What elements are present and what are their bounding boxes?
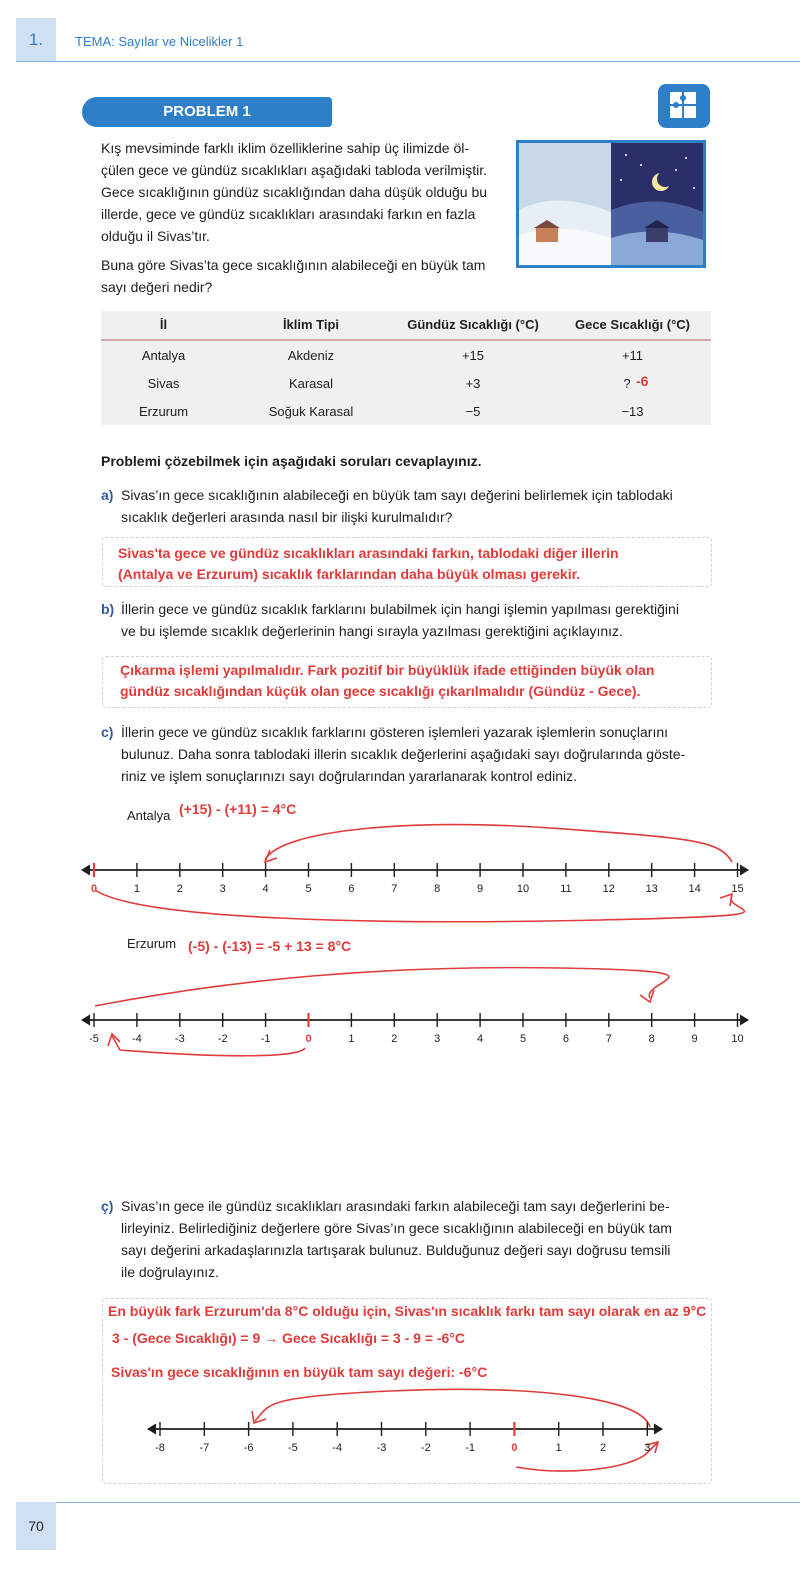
footer-divider	[16, 1502, 800, 1503]
page-number: 70	[28, 1518, 44, 1534]
arrow-right-icon	[740, 865, 748, 875]
answer-b-text: Çıkarma işlemi yapılmalıdır. Fark pozitif bir büyüklük ifade ettiğinden büyük olan gündüz sıcaklığından küçük olan gece sıcaklığı çıkarılmalıdır (Gündüz - Gece).	[120, 662, 655, 699]
table-header-divider	[101, 339, 711, 341]
tick-label: -3	[376, 1442, 387, 1454]
tick-label: 1	[133, 883, 140, 895]
problem-tag-label: PROBLEM 1	[163, 103, 251, 120]
header-divider	[16, 61, 800, 62]
tick-label: 10	[516, 883, 530, 895]
theme-title: TEMA: Sayılar ve Nicelikler 1	[75, 34, 244, 49]
tick-label: 9	[477, 883, 484, 895]
arrow-left-icon	[148, 1424, 156, 1434]
tick-label: 2	[599, 1442, 607, 1454]
answer-cc-line2: 3 - (Gece Sıcaklığı) = 9 → Gece Sıcaklığı = 3 - 9 = -6°C	[112, 1330, 466, 1346]
tick-label: 5	[519, 1033, 527, 1045]
answer-cc-line3: Sivas'ın gece sıcaklığının en büyük tam sayı değeri: -6°C	[111, 1364, 488, 1380]
table-cell: +15	[461, 348, 485, 363]
tick-label: -6	[243, 1442, 254, 1454]
question-a-label: a)	[101, 487, 114, 503]
tick-label: 8	[434, 883, 441, 895]
tick-label: 0	[90, 883, 98, 895]
puzzle-icon	[658, 84, 710, 128]
antalya-label: Antalya	[127, 808, 171, 823]
arrow-left-icon	[82, 1015, 90, 1025]
tick-label: 1	[555, 1442, 562, 1454]
table-cell: Soğuk Karasal	[268, 404, 354, 419]
table-cell: +11	[621, 348, 644, 363]
tick-label: -1	[260, 1033, 271, 1045]
question-b-label: b)	[101, 601, 115, 617]
tick-label: -2	[217, 1033, 228, 1045]
tick-label: 7	[605, 1033, 612, 1045]
table-header-iklim: İklim Tipi	[282, 317, 340, 332]
tick-label: -5	[89, 1033, 99, 1045]
tick-label: 1	[348, 1033, 355, 1045]
tick-label: 6	[562, 1033, 569, 1045]
question-c-label: c)	[101, 724, 114, 740]
table-cell: +3	[465, 376, 481, 391]
arrow-right-icon	[740, 1015, 748, 1025]
tick-label: 8	[648, 1033, 655, 1045]
table-cell: ?	[623, 376, 631, 391]
problem-intro: Kış mevsiminde farklı iklim özelliklerine sahip üç ilimizde öl- çülen gece ve gündüz sıcaklıkları aşağıdaki tabloda verilmiştir. Gece sıcaklığının gündüz sıcaklığından daha düşük olduğu bu illerde, gece ve gündüz sıcaklıkları arasındaki farkın en fazla olduğu il Sivas’tır.	[101, 140, 488, 244]
tick-label: 4	[477, 1033, 484, 1045]
tick-label: -5	[288, 1442, 298, 1454]
antalya-number-line	[80, 820, 760, 935]
question-c-text: İllerin gece ve gündüz sıcaklık farklarını gösteren işlemleri yazarak işlemlerin sonuçlarını bulunuz. Daha sonra tablodaki illerin sıcaklık değerlerini aşağıdaki sayı doğrularında göste- riniz ve işlem sonuçlarınızı sayı doğrularından yararlanarak kontrol ediniz.	[121, 724, 686, 784]
table-cell: Sivas	[147, 376, 180, 391]
table-cell: Akdeniz	[287, 348, 335, 363]
tick-label: 14	[688, 883, 701, 895]
table-cell: Antalya	[141, 348, 186, 363]
erzurum-label: Erzurum	[127, 936, 177, 951]
question-a-text: Sivas’ın gece sıcaklığının alabileceği en büyük tam sayı değerini belirlemek için tablodaki sıcaklık değerleri arasında nasıl bir ilişki kurulmalıdır?	[121, 487, 673, 525]
tick-label: 2	[176, 883, 183, 895]
tick-label: -3	[174, 1033, 185, 1045]
unit-number: 1.	[28, 30, 44, 49]
tick-label: -1	[465, 1442, 475, 1454]
tick-label: 0	[305, 1033, 312, 1045]
sivas-night-answer: -6	[636, 373, 649, 389]
tick-label: -2	[420, 1442, 431, 1454]
tick-label: 7	[391, 883, 398, 895]
table-header-il: İl	[159, 317, 168, 332]
table-header-gunduz: Gündüz Sıcaklığı (°C)	[407, 317, 539, 332]
table-cell: Erzurum	[138, 404, 189, 419]
tick-label: 3	[434, 1033, 441, 1045]
tick-label: -7	[199, 1442, 210, 1454]
sivas-number-line	[140, 1385, 680, 1485]
question-cc-label: ç)	[101, 1198, 114, 1214]
table-cell: −13	[621, 404, 644, 419]
arrow-left-icon	[82, 865, 90, 875]
tick-label: 3	[644, 1442, 651, 1454]
tick-label: 9	[691, 1033, 698, 1045]
table-header-gece: Gece Sıcaklığı (°C)	[574, 317, 691, 332]
problem-question: Buna göre Sivas’ta gece sıcaklığının alabileceği en büyük tam sayı değeri nedir?	[101, 257, 486, 295]
tick-label: 3	[219, 883, 226, 895]
answer-a-text: Sivas'ta gece ve gündüz sıcaklıkları arasındaki farkın, tablodaki diğer illerin (Antalya ve Erzurum) sıcaklık farklarından daha büyük olması gerekir.	[118, 545, 619, 582]
question-cc-text: Sivas’ın gece ile gündüz sıcaklıkları arasındaki farkın alabileceği tam sayı değerlerini be- lirleyiniz. Belirlediğiniz değerlere göre Sivas’ın gece sıcaklığının alabileceği en büyük tam sayı değerini arkadaşlarınızla tartışarak bulunuz. Bulduğunuz değeri sayı doğrusu temsili ile doğrulayınız.	[121, 1198, 672, 1280]
erzurum-work: (-5) - (-13) = -5 + 13 = 8°C	[188, 938, 352, 954]
question-b-text: İllerin gece ve gündüz sıcaklık farklarını bulabilmek için hangi işlemin yapılması gerektiğini ve bu işlemde sıcaklık değerlerinin hangi sırayla yazılması gerektiğini açıklayınız.	[121, 601, 679, 639]
antalya-work: (+15) - (+11) = 4°C	[179, 801, 297, 817]
instructions-heading: Problemi çözebilmek için aşağıdaki soruları cevaplayınız.	[101, 453, 482, 469]
answer-cc-line1: En büyük fark Erzurum'da 8°C olduğu için, Sivas'ın sıcaklık farkı tam sayı olarak en az 9°C	[108, 1303, 707, 1319]
tick-label: -4	[332, 1442, 343, 1454]
tick-label: 6	[348, 883, 355, 895]
erzurum-number-line	[80, 960, 760, 1075]
tick-label: 4	[262, 883, 269, 895]
arrow-right-icon	[654, 1424, 662, 1434]
day-night-illustration	[516, 140, 706, 268]
tick-label: -4	[132, 1033, 142, 1045]
tick-label: 0	[511, 1442, 518, 1454]
tick-label: 11	[560, 883, 572, 895]
table-cell: −5	[465, 404, 481, 419]
table-cell: Karasal	[288, 376, 334, 391]
tick-label: 15	[731, 883, 744, 895]
tick-label: 2	[391, 1033, 398, 1045]
tick-label: -8	[155, 1442, 165, 1454]
tick-label: 12	[602, 883, 615, 895]
tick-label: 13	[645, 883, 658, 895]
tick-label: 5	[305, 883, 312, 895]
tick-label: 10	[731, 1033, 744, 1045]
